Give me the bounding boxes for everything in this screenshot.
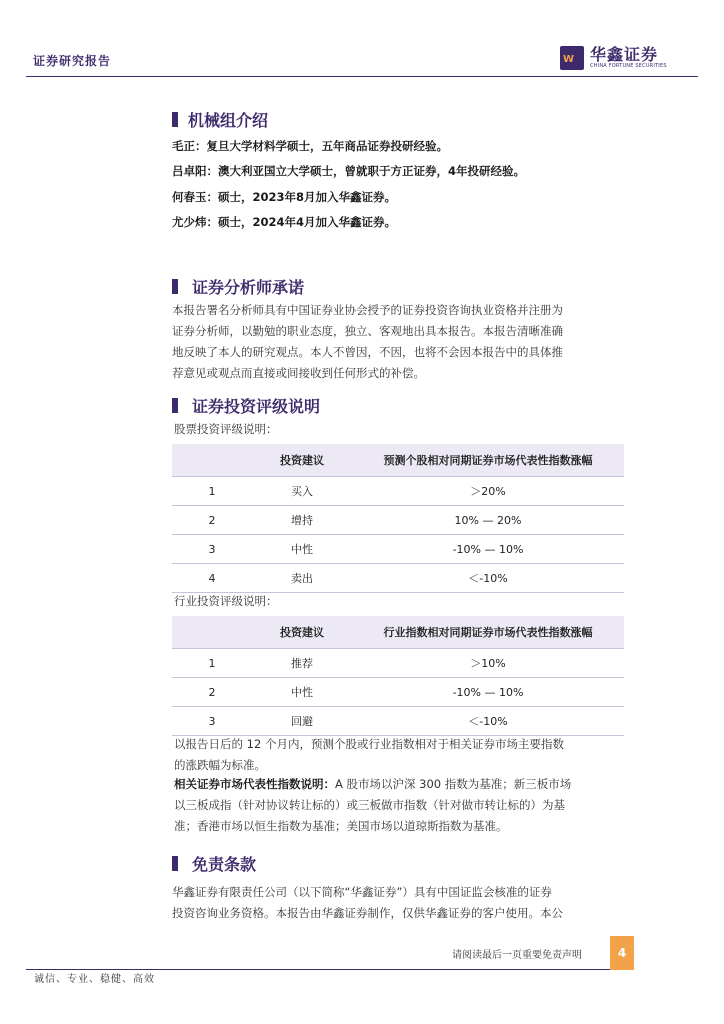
disclaimer-paragraph: 华鑫证券有限责任公司（以下简称“华鑫证券”）具有中国证监会核准的证券 投资咨询业务资格。本报告由华鑫证券制作，仅供华鑫证券的客户使用。本公 (172, 885, 563, 920)
company-logo (560, 44, 667, 72)
table-row: 1 推荐 ＞10% (172, 649, 624, 678)
index-description: 相关证券市场代表性指数说明：A 股市场以沪深 300 指数为基准；新三板市场 以三板成指（针对协议转让标的）或三板做市指数（针对做市转让标的）为基 准；香港市场以恒生指数为基准；美国市场以道琼斯指数为基准。 (174, 777, 572, 833)
table-row: 3 中性 -10% — 10% (172, 535, 624, 564)
team-member: 尤少炜：硕士，2024年4月加入华鑫证券。 (172, 215, 397, 229)
team-member: 吕卓阳：澳大利亚国立大学硕士，曾就职于方正证券，4年投研经验。 (172, 164, 525, 178)
footer-disclaimer-note: 请阅读最后一页重要免责声明 (452, 950, 582, 961)
table-row: 4 卖出 ＜-10% (172, 564, 624, 593)
section-bar-icon (172, 112, 178, 127)
team-member: 何春玉：硕士，2023年8月加入华鑫证券。 (172, 190, 397, 204)
industry-rating-caption: 行业投资评级说明： (174, 594, 278, 608)
disclaimer-section-title: 免责条款 (172, 852, 256, 875)
industry-rating-table: 投资建议 行业指数相对同期证券市场代表性指数涨幅 1 推荐 ＞10% 2 中性 -10% — 10% 3 回避 ＜-10% (172, 616, 624, 736)
logo-name-en: CHINA FORTUNE SECURITIES (590, 63, 667, 69)
commitment-section-title: 证券分析师承诺 (172, 275, 304, 298)
stock-rating-table: 投资建议 预测个股相对同期证券市场代表性指数涨幅 1 买入 ＞20% 2 增持 10% — 20% 3 中性 -10% — 10% 4 卖出 ＜-10% (172, 444, 624, 593)
section-bar-icon (172, 856, 178, 871)
section-bar-icon (172, 279, 178, 294)
commitment-paragraph: 本报告署名分析师具有中国证券业协会授予的证券投资咨询执业资格并注册为 证券分析师，以勤勉的职业态度，独立、客观地出具本报告。本报告清晰准确 地反映了本人的研究观点。本人不曾因，不因，也将不会因本报告中的具体推 荐意见或观点而直接或间接收到任何形式的补偿。 (172, 303, 563, 380)
rating-section-title: 证券投资评级说明 (172, 394, 320, 417)
logo-name-cn: 华鑫证券 (590, 45, 659, 64)
section-bar-icon (172, 398, 178, 413)
team-member: 毛正：复旦大学材料学硕士，五年商品证券投研经验。 (172, 139, 448, 153)
table-row: 2 增持 10% — 20% (172, 506, 624, 535)
index-label: 相关证券市场代表性指数说明： (174, 777, 335, 791)
rating-note: 以报告日后的 12 个月内，预测个股或行业指数相对于相关证券市场主要指数 的涨跌幅为标准。 (174, 737, 564, 772)
table-row: 2 中性 -10% — 10% (172, 678, 624, 707)
table-row: 3 回避 ＜-10% (172, 707, 624, 736)
page-number: 4 (610, 936, 634, 970)
company-slogan: 诚信、专业、稳健、高效 (34, 974, 155, 985)
team-section-title: 机械组介绍 (172, 108, 268, 131)
header-divider (26, 76, 698, 77)
table-row: 1 买入 ＞20% (172, 477, 624, 506)
report-type-label: 证券研究报告 (33, 54, 112, 68)
logo-mark-icon: W (560, 46, 584, 70)
stock-rating-caption: 股票投资评级说明： (174, 422, 278, 436)
